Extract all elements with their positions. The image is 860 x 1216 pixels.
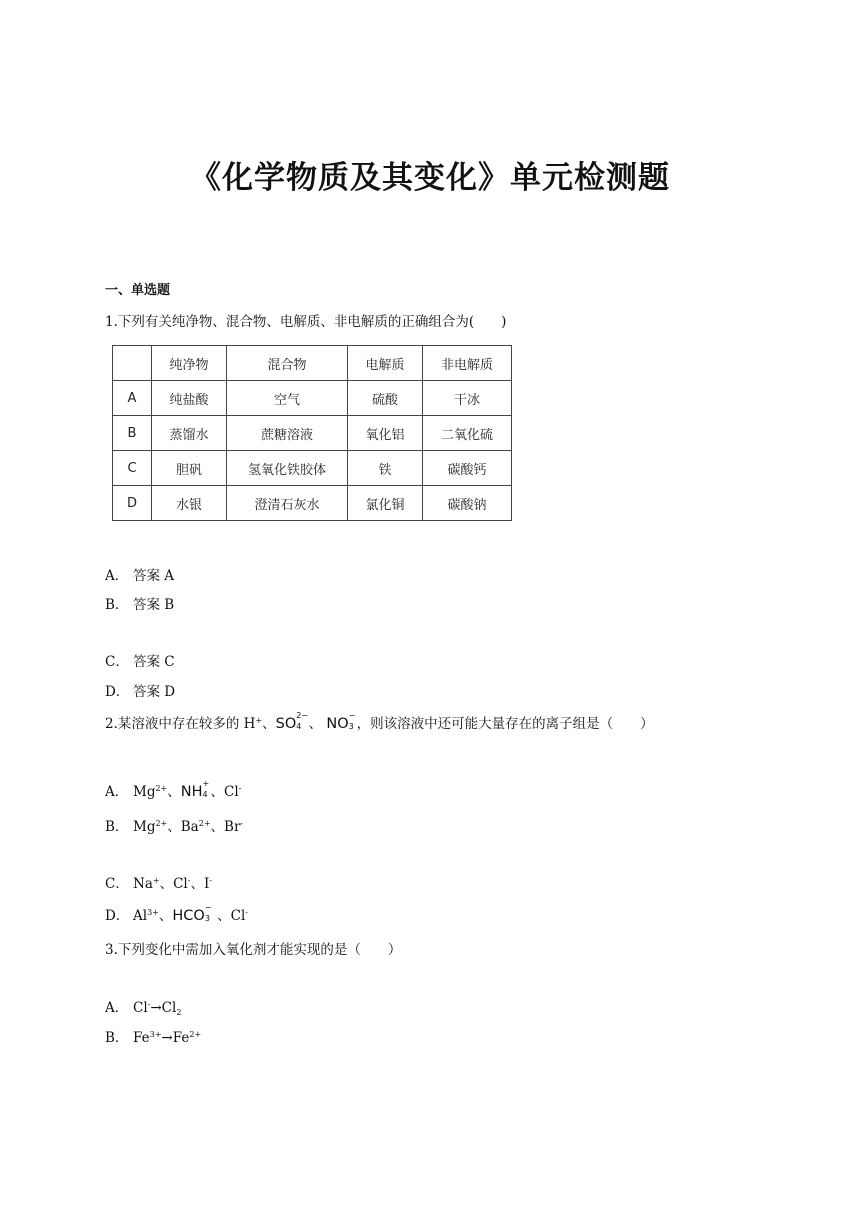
- table-cell: 铁: [348, 451, 423, 486]
- table-cell: 氯化铜: [348, 486, 423, 521]
- ion-symbol: Fe: [133, 1030, 150, 1046]
- table-cell: 氧化铝: [348, 416, 423, 451]
- ion-base: HCO: [172, 908, 205, 924]
- charge: 2+: [155, 784, 168, 793]
- subscript: 2: [176, 1008, 182, 1017]
- charge: +: [255, 716, 263, 725]
- table-row: [113, 381, 512, 416]
- option-label: A．: [105, 568, 129, 584]
- separator: 、: [212, 908, 231, 924]
- table-cell: 纯净物: [152, 346, 227, 381]
- table-cell: 澄清石灰水: [227, 486, 348, 521]
- charge: 2+: [155, 819, 168, 828]
- charge: -: [245, 908, 248, 917]
- table-row: [113, 486, 512, 521]
- sulfate-ion: [275, 711, 309, 732]
- table-cell: 二氧化硫: [423, 416, 512, 451]
- ion-symbol: Br: [224, 819, 241, 835]
- option-label: A．: [105, 1000, 129, 1016]
- option-label: B．: [105, 597, 129, 613]
- table-cell: 空气: [227, 381, 348, 416]
- ion-subscript: 3: [204, 914, 210, 923]
- q1-option-b[interactable]: [105, 593, 174, 613]
- table-cell: 碳酸钙: [423, 451, 512, 486]
- option-label: D．: [105, 684, 130, 700]
- charge: 3+: [149, 1030, 162, 1039]
- ion-scripts: [202, 779, 211, 799]
- charge: +: [152, 876, 160, 885]
- separator: 、: [159, 876, 174, 892]
- table-cell: 混合物: [227, 346, 348, 381]
- ion-subscript: 4: [202, 790, 208, 799]
- separator: 、: [158, 908, 173, 924]
- ion-symbol: Fe: [172, 1030, 190, 1046]
- q2-option-b[interactable]: [105, 815, 243, 835]
- question-1-table: [112, 345, 512, 521]
- charge: -: [240, 819, 244, 828]
- q2-option-d[interactable]: [105, 904, 248, 924]
- ion-subscript: 3: [348, 722, 354, 731]
- ion-symbol: I: [203, 876, 210, 892]
- ion-symbol: Cl: [224, 784, 239, 800]
- ion-charge: −: [204, 903, 212, 912]
- ion-charge: −: [348, 711, 356, 720]
- table-cell: 非电解质: [423, 346, 512, 381]
- table-cell: 碳酸钠: [423, 486, 512, 521]
- ion-symbol: Al: [133, 908, 148, 924]
- option-text: 答案 C: [133, 654, 175, 670]
- ion-symbol: Mg: [133, 819, 156, 835]
- section-heading: 一、单选题: [105, 283, 171, 298]
- table-header-row: [113, 346, 512, 381]
- q1-option-c[interactable]: [105, 650, 175, 670]
- option-label: D．: [105, 908, 130, 924]
- charge: 2+: [189, 1030, 202, 1039]
- separator: 、: [262, 716, 276, 732]
- table-cell: B: [113, 416, 152, 451]
- charge: -: [238, 784, 242, 793]
- separator: 、: [167, 784, 181, 800]
- separator: 、: [167, 819, 181, 835]
- charge: 3+: [147, 908, 159, 917]
- table-cell: 氢氧化铁胶体: [227, 451, 348, 486]
- option-text: 答案 A: [133, 568, 175, 584]
- table-cell: 干冰: [423, 381, 512, 416]
- stem-prefix: 2.某溶液中存在较多的 H: [105, 716, 256, 732]
- ion-base: NH: [180, 784, 203, 800]
- nitrate-ion: [326, 711, 356, 732]
- ion-subscript: 4: [296, 722, 302, 731]
- table-cell: 胆矾: [152, 451, 227, 486]
- table-cell: 水银: [152, 486, 227, 521]
- q1-option-d[interactable]: [105, 680, 175, 700]
- option-label: C．: [105, 654, 129, 670]
- ion-symbol: Cl: [230, 908, 246, 924]
- table-cell: D: [113, 486, 152, 521]
- document-title: 《化学物质及其变化》单元检测题: [190, 160, 670, 196]
- question-3-stem: 3.下列变化中需加入氧化剂才能实现的是（ ）: [105, 942, 402, 958]
- table-row: [113, 451, 512, 486]
- table-cell: 纯盐酸: [152, 381, 227, 416]
- separator: 、: [304, 716, 323, 732]
- ion-symbol: Cl: [161, 1000, 177, 1016]
- option-text: 答案 D: [133, 684, 176, 700]
- ion-symbol: Na: [133, 876, 153, 892]
- charge: -: [147, 1000, 151, 1009]
- charge: 2+: [198, 819, 211, 828]
- ion-symbol: Cl: [133, 1000, 148, 1016]
- table-cell: 电解质: [348, 346, 423, 381]
- ion-charge: 2−: [296, 711, 309, 720]
- table-cell: 蒸馏水: [152, 416, 227, 451]
- ion-charge: +: [202, 779, 210, 788]
- charge: -: [187, 876, 191, 885]
- table-cell: A: [113, 381, 152, 416]
- table-row: [113, 416, 512, 451]
- option-label: C．: [105, 876, 129, 892]
- option-text: 答案 B: [133, 597, 175, 613]
- ion-scripts: [204, 903, 213, 923]
- q3-option-b[interactable]: [105, 1026, 201, 1046]
- ion-scripts: [296, 711, 309, 731]
- option-label: B．: [105, 819, 129, 835]
- separator: 、: [210, 784, 225, 800]
- ion-symbol: Ba: [180, 819, 199, 835]
- arrow: →: [161, 1030, 173, 1046]
- separator: 、: [190, 876, 204, 892]
- option-label: A．: [105, 784, 129, 800]
- separator: 、: [210, 819, 225, 835]
- arrow: →: [150, 1000, 162, 1016]
- ion-symbol: Mg: [133, 784, 156, 800]
- ion-symbol: Cl: [173, 876, 188, 892]
- question-1-stem: 1.下列有关纯净物、混合物、电解质、非电解质的正确组合为( ): [105, 314, 507, 330]
- q2-option-a[interactable]: [105, 780, 241, 800]
- question-2-stem: [105, 712, 654, 732]
- table-cell: [113, 346, 152, 381]
- charge: -: [209, 876, 212, 885]
- q2-option-c[interactable]: [105, 872, 212, 892]
- option-label: B．: [105, 1030, 129, 1046]
- ion-base: SO: [275, 716, 297, 732]
- stem-suffix: ，则该溶液中还可能大量存在的离子组是（ ）: [356, 716, 654, 732]
- q3-option-a[interactable]: [105, 996, 181, 1016]
- table-cell: C: [113, 451, 152, 486]
- table-cell: 蔗糖溶液: [227, 416, 348, 451]
- ion-base: NO: [326, 716, 349, 732]
- table-cell: 硫酸: [348, 381, 423, 416]
- q1-option-a[interactable]: [105, 564, 174, 584]
- ion-scripts: [348, 711, 357, 731]
- ammonium-ion: [180, 779, 211, 800]
- bicarbonate-ion: [172, 903, 212, 924]
